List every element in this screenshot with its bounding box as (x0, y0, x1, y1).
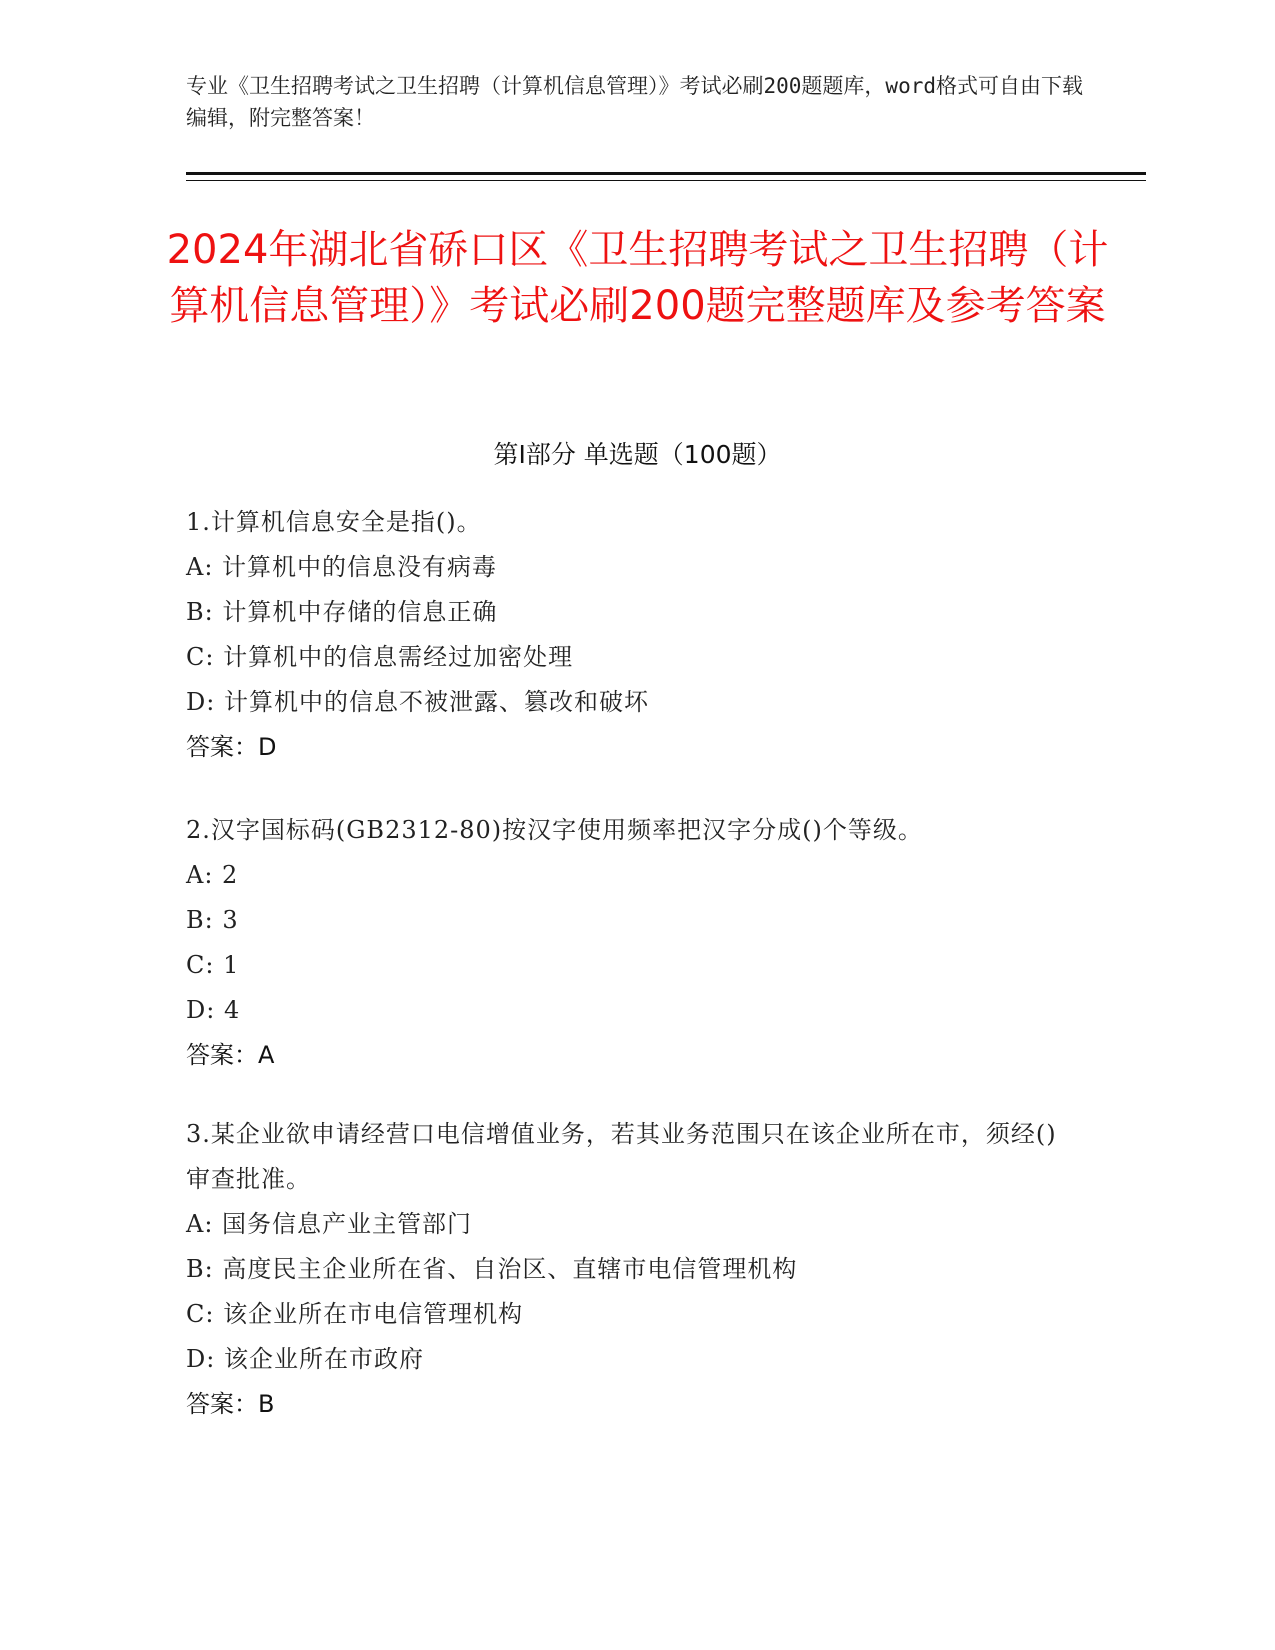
option-b: B: 计算机中存储的信息正确 (186, 598, 498, 626)
option-d: D: 该企业所在市政府 (186, 1345, 424, 1373)
section-heading: 第Ⅰ部分 单选题（100题） (493, 440, 782, 469)
option-c: C: 该企业所在市电信管理机构 (186, 1300, 524, 1328)
answer: 答案：A (186, 1041, 275, 1069)
header-note: 专业《卫生招聘考试之卫生招聘（计算机信息管理）》考试必刷200题题库，word格式可自由下载编辑，附完整答案！ (186, 74, 1083, 130)
option-c: C: 1 (186, 951, 240, 979)
answer: 答案：B (186, 1390, 275, 1418)
question-2 (186, 808, 1076, 1078)
option-c: C: 计算机中的信息需经过加密处理 (186, 643, 574, 671)
option-a: A: 2 (186, 861, 239, 889)
option-d: D: 计算机中的信息不被泄露、篡改和破坏 (186, 688, 649, 716)
option-b: B: 3 (186, 906, 239, 934)
question-3 (186, 1112, 1076, 1427)
option-d: D: 4 (186, 996, 241, 1024)
header-rule-thick (186, 172, 1146, 175)
question-stem: 1.计算机信息安全是指()。 (186, 508, 482, 536)
option-a: A: 国务信息产业主管部门 (186, 1210, 473, 1238)
question-stem: 3.某企业欲申请经营口电信增值业务，若其业务范围只在该企业所在市，须经()审查批准。 (186, 1120, 1057, 1193)
header-rule-thin (186, 180, 1146, 181)
option-b: B: 高度民主企业所在省、自治区、直辖市电信管理机构 (186, 1255, 798, 1283)
answer: 答案：D (186, 733, 277, 761)
question-1 (186, 500, 1076, 770)
option-a: A: 计算机中的信息没有病毒 (186, 553, 498, 581)
question-stem: 2.汉字国标码(GB2312-80)按汉字使用频率把汉字分成()个等级。 (186, 816, 923, 844)
document-title: 2024年湖北省硚口区《卫生招聘考试之卫生招聘（计算机信息管理）》考试必刷200题完整题库及参考答案 (166, 227, 1109, 329)
